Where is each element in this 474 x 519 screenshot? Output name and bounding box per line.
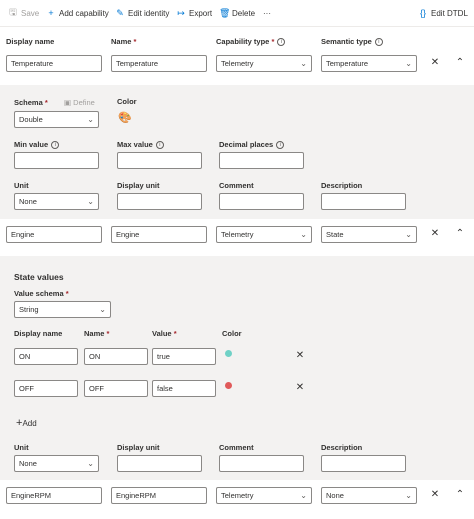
description-field[interactable] [321,193,406,210]
comment-field[interactable] [219,193,304,210]
description-field[interactable] [321,455,406,472]
min-value-field[interactable] [14,152,99,169]
comment-field[interactable] [219,455,304,472]
command-bar [0,0,474,27]
state-value-header: Value * [152,329,177,338]
save-icon: 🖫 [9,7,17,17]
state-color-swatch[interactable] [225,350,232,357]
close-icon[interactable]: ✕ [430,57,440,68]
close-icon[interactable]: ✕ [430,228,440,239]
info-icon[interactable]: i [156,141,164,149]
state-name-field[interactable]: ON [84,348,148,365]
state-value-field[interactable]: true [152,348,216,365]
unit-dropdown[interactable]: None ⌄ [14,193,99,210]
state-display-name-field[interactable]: OFF [14,380,78,397]
chevron-down-icon: ⌄ [300,491,307,500]
state-values-title: State values [14,272,64,282]
define-button[interactable]: ▣ Define [64,98,95,107]
export-arrow-icon: ↦ [177,7,185,18]
display-name-field[interactable]: Temperature [6,55,102,72]
close-icon[interactable]: ✕ [430,489,440,500]
edit-dtdl-label: Edit DTDL [431,8,468,18]
save-label: Save [21,8,40,18]
info-icon[interactable]: i [276,141,284,149]
comment-label: Comment [219,181,254,190]
pencil-icon: ✎ [116,7,124,18]
color-label: Color [117,97,137,106]
plus-icon: + [48,8,54,18]
semantic-type-dropdown[interactable]: Temperature ⌄ [321,55,417,72]
display-name-field[interactable]: EngineRPM [6,487,102,504]
chevron-down-icon: ⌄ [99,305,106,314]
unit-dropdown[interactable]: None ⌄ [14,455,99,472]
state-value-field[interactable]: false [152,380,216,397]
chevron-up-icon[interactable]: ⌃ [455,489,465,500]
name-field[interactable]: Engine [111,226,207,243]
semantic-type-dropdown[interactable]: State ⌄ [321,226,417,243]
semantic-type-header: Semantic type i [321,37,383,46]
edit-dtdl-button[interactable] [418,6,468,20]
unit-label: Unit [14,181,29,190]
display-unit-field[interactable] [117,193,202,210]
description-label: Description [321,181,363,190]
comment-label: Comment [219,443,254,452]
edit-identity-button[interactable] [115,6,169,20]
display-unit-field[interactable] [117,455,202,472]
trash-icon: 🗑 [219,7,231,18]
name-header: Name * [111,37,137,46]
description-label: Description [321,443,363,452]
add-state-button[interactable]: +Add [16,417,37,429]
value-schema-dropdown[interactable]: String ⌄ [14,301,111,318]
name-field[interactable]: EngineRPM [111,487,207,504]
delete-label: Delete [232,8,256,18]
more-options-button[interactable] [263,6,271,20]
edit-identity-label: Edit identity [128,8,170,18]
state-color-swatch[interactable] [225,382,232,389]
chevron-down-icon: ⌄ [87,459,94,468]
display-name-field[interactable]: Engine [6,226,102,243]
name-field[interactable]: Temperature [111,55,207,72]
max-value-label: Max value i [117,140,164,149]
state-name-field[interactable]: OFF [84,380,148,397]
capability-type-dropdown[interactable]: Telemetry ⌄ [216,55,312,72]
save-button[interactable] [8,6,39,20]
chevron-down-icon: ⌄ [300,230,307,239]
palette-icon[interactable]: 🎨 [118,112,132,124]
chevron-up-icon[interactable]: ⌃ [455,228,465,239]
chevron-down-icon: ⌄ [405,59,412,68]
export-label: Export [189,8,213,18]
state-display-name-header: Display name [14,329,63,338]
max-value-field[interactable] [117,152,202,169]
capability-type-header: Capability type * i [216,37,285,46]
schema-label: Schema * [14,98,48,107]
chevron-down-icon: ⌄ [87,115,94,124]
code-braces-icon: {} [419,8,426,18]
info-icon[interactable]: i [51,141,59,149]
schema-dropdown[interactable]: Double ⌄ [14,111,99,128]
state-color-header: Color [222,329,242,338]
unit-label: Unit [14,443,29,452]
semantic-type-dropdown[interactable]: None ⌄ [321,487,417,504]
state-name-header: Name * [84,329,110,338]
close-icon[interactable]: ✕ [295,350,305,361]
chevron-up-icon[interactable]: ⌃ [455,57,465,68]
display-unit-label: Display unit [117,443,160,452]
chevron-down-icon: ⌄ [300,59,307,68]
info-icon[interactable]: i [277,38,285,46]
display-name-header: Display name [6,37,55,46]
add-capability-button[interactable] [46,6,109,20]
chevron-down-icon: ⌄ [87,197,94,206]
decimal-places-field[interactable] [219,152,304,169]
display-unit-label: Display unit [117,181,160,190]
add-capability-label: Add capability [59,8,109,18]
value-schema-label: Value schema * [14,289,69,298]
state-display-name-field[interactable]: ON [14,348,78,365]
min-value-label: Min value i [14,140,59,149]
decimal-places-label: Decimal places i [219,140,284,149]
export-button[interactable] [176,6,212,20]
close-icon[interactable]: ✕ [295,382,305,393]
info-icon[interactable]: i [375,38,383,46]
chevron-down-icon: ⌄ [405,230,412,239]
capability-type-dropdown[interactable]: Telemetry ⌄ [216,487,312,504]
more-label: ··· [263,8,271,18]
delete-button[interactable] [219,6,255,20]
chevron-down-icon: ⌄ [405,491,412,500]
plus-icon: + [16,417,23,429]
capability-type-dropdown[interactable]: Telemetry ⌄ [216,226,312,243]
